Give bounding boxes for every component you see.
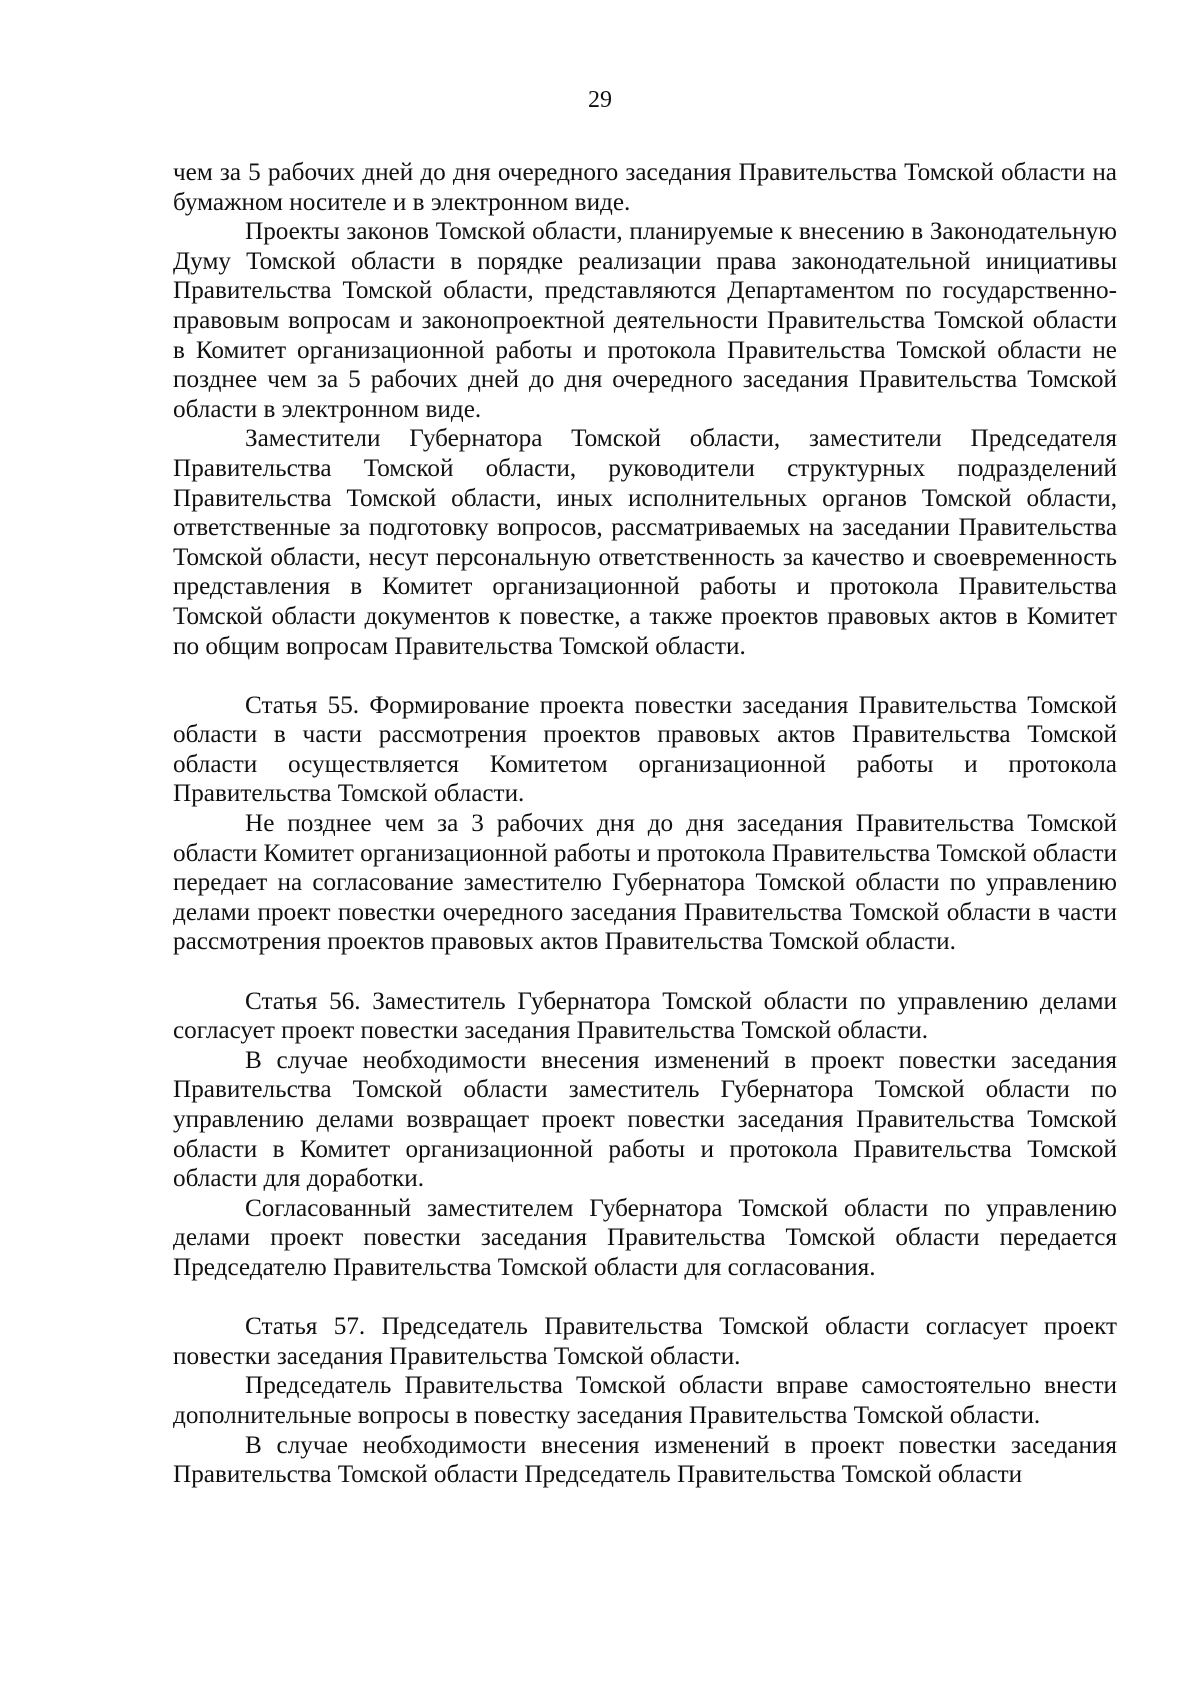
article-56-paragraph-3: Согласованный заместителем Губернатора Томской области по управлению делами проект повестки заседания Правительства Томской области передается Председателю Правительства Томской области для согласования. bbox=[173, 1194, 1117, 1281]
article-55-paragraph-2: Не позднее чем за 3 рабочих дня до дня заседания Правительства Томской области Комитет организационной работы и протокола Правительства Томской области передает на согласование заместителю Губернатора Томской области по управлению делами проект повестки очередного заседания Правительства Томской области в части рассмотрения проектов правовых актов Правительства Томской области. bbox=[173, 810, 1117, 956]
article-57-paragraph-2: Председатель Правительства Томской области вправе самостоятельно внести дополнительные вопросы в повестку заседания Правительства Томской области. bbox=[173, 1372, 1117, 1429]
article-55: Статья 55. Формирование проекта повестки заседания Правительства Томской области в части рассмотрения проектов правовых актов Правительства Томской области осуществляется Комитетом организационной работы и протокола Правительства Томской области. bbox=[173, 691, 1117, 808]
article-57: Статья 57. Председатель Правительства Томской области согласует проект повестки заседания Правительства Томской области. bbox=[173, 1313, 1117, 1370]
article-56: Статья 56. Заместитель Губернатора Томской области по управлению делами согласует проект повестки заседания Правительства Томской области. bbox=[173, 987, 1117, 1045]
paragraph-continuation: чем за 5 рабочих дней до дня очередного заседания Правительства Томской области на бумажном носителе и в электронном виде. bbox=[173, 159, 1117, 216]
paragraph-responsibility: Заместители Губернатора Томской области, заместители Председателя Правительства Томской области, руководители структурных подразделений Правительства Томской области, иных исполнительных органов Томской области, ответственные за подготовку вопросов, рассматриваемых на заседании Правительства Томской области, несут персональную ответственность за качество и своевременность представления в Комитет организационной работы и протокола Правительства Томской области документов к повестке, а также проектов правовых актов в Комитет по общим вопросам Правительства Томской области. bbox=[173, 425, 1117, 660]
article-57-paragraph-3: В случае необходимости внесения изменений в проект повестки заседания Правительства Томской области Председатель Правительства Томской области bbox=[173, 1431, 1117, 1489]
document-body bbox=[173, 158, 1117, 1490]
article-56-paragraph-2: В случае необходимости внесения изменений в проект повестки заседания Правительства Томской области заместитель Губернатора Томской области по управлению делами возвращает проект повестки заседания Правительства Томской области в Комитет организационной работы и протокола Правительства Томской области для доработки. bbox=[173, 1046, 1117, 1193]
page-number: 29 bbox=[588, 87, 612, 113]
paragraph-law-projects: Проекты законов Томской области, планируемые к внесению в Законодательную Думу Томской области в порядке реализации права законодательной инициативы Правительства Томской области, представляются Департаментом по государственно-правовым вопросам и законопроектной деятельности Правительства Томской области в Комитет организационной работы и протокола Правительства Томской области не позднее чем за 5 рабочих дней до дня очередного заседания Правительства Томской области в электронном виде. bbox=[173, 218, 1117, 423]
